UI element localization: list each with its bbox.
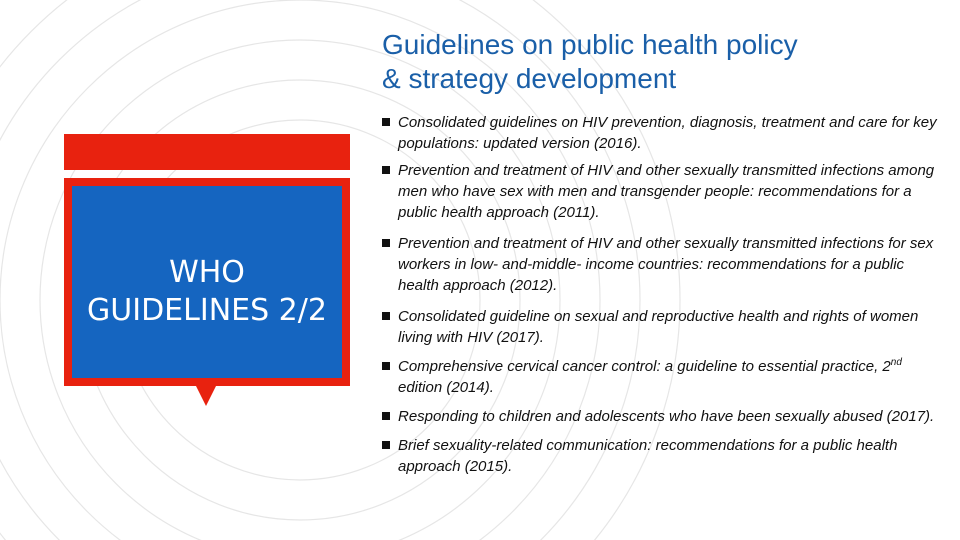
slide-title [382, 28, 942, 96]
panel-title-line: GUIDELINES 2/2 [87, 293, 327, 328]
list-item [382, 160, 942, 223]
panel-title [87, 254, 327, 330]
list-item-text: Prevention and treatment of HIV and other sexually transmitted infections for sex workers in low- and-middle- income countries: recommendations for a public health approach (2012). [398, 235, 934, 294]
list-item-text: Consolidated guidelines on HIV prevention, diagnosis, treatment and care for key populations: updated version (2016). [398, 114, 937, 152]
bullet-square-icon [382, 441, 390, 449]
bullet-square-icon [382, 362, 390, 370]
list-item [382, 356, 942, 398]
bullet-square-icon [382, 412, 390, 420]
list-item [382, 435, 942, 477]
list-item [382, 112, 942, 154]
list-item-text: Comprehensive cervical cancer control: a guideline to essential practice, 2 [398, 358, 891, 375]
bullet-square-icon [382, 118, 390, 126]
list-item-text: Responding to children and adolescents who have been sexually abused (2017). [398, 408, 935, 425]
bullet-square-icon [382, 166, 390, 174]
panel-title-line: WHO [169, 255, 245, 290]
list-item-text: Brief sexuality-related communication: recommendations for a public health approach (2015). [398, 437, 898, 475]
panel-pointer [196, 386, 216, 406]
slide-title-line: Guidelines on public health policy [382, 29, 798, 60]
list-item [382, 406, 942, 427]
list-item-text-tail: edition (2014). [398, 379, 494, 396]
list-item [382, 306, 942, 348]
list-item-text: Prevention and treatment of HIV and other sexually transmitted infections among men who have sex with men and transgender people: recommendations for a public health approach (2011). [398, 162, 935, 221]
accent-bar [64, 134, 350, 170]
list-item-text: Consolidated guideline on sexual and reproductive health and rights of women living with HIV (2017). [398, 308, 919, 346]
title-panel [72, 186, 342, 378]
superscript-ordinal: nd [890, 357, 902, 368]
bullet-square-icon [382, 312, 390, 320]
slide-title-line: & strategy development [382, 63, 677, 94]
bullet-square-icon [382, 239, 390, 247]
guideline-list [382, 112, 942, 477]
list-item [382, 233, 942, 296]
